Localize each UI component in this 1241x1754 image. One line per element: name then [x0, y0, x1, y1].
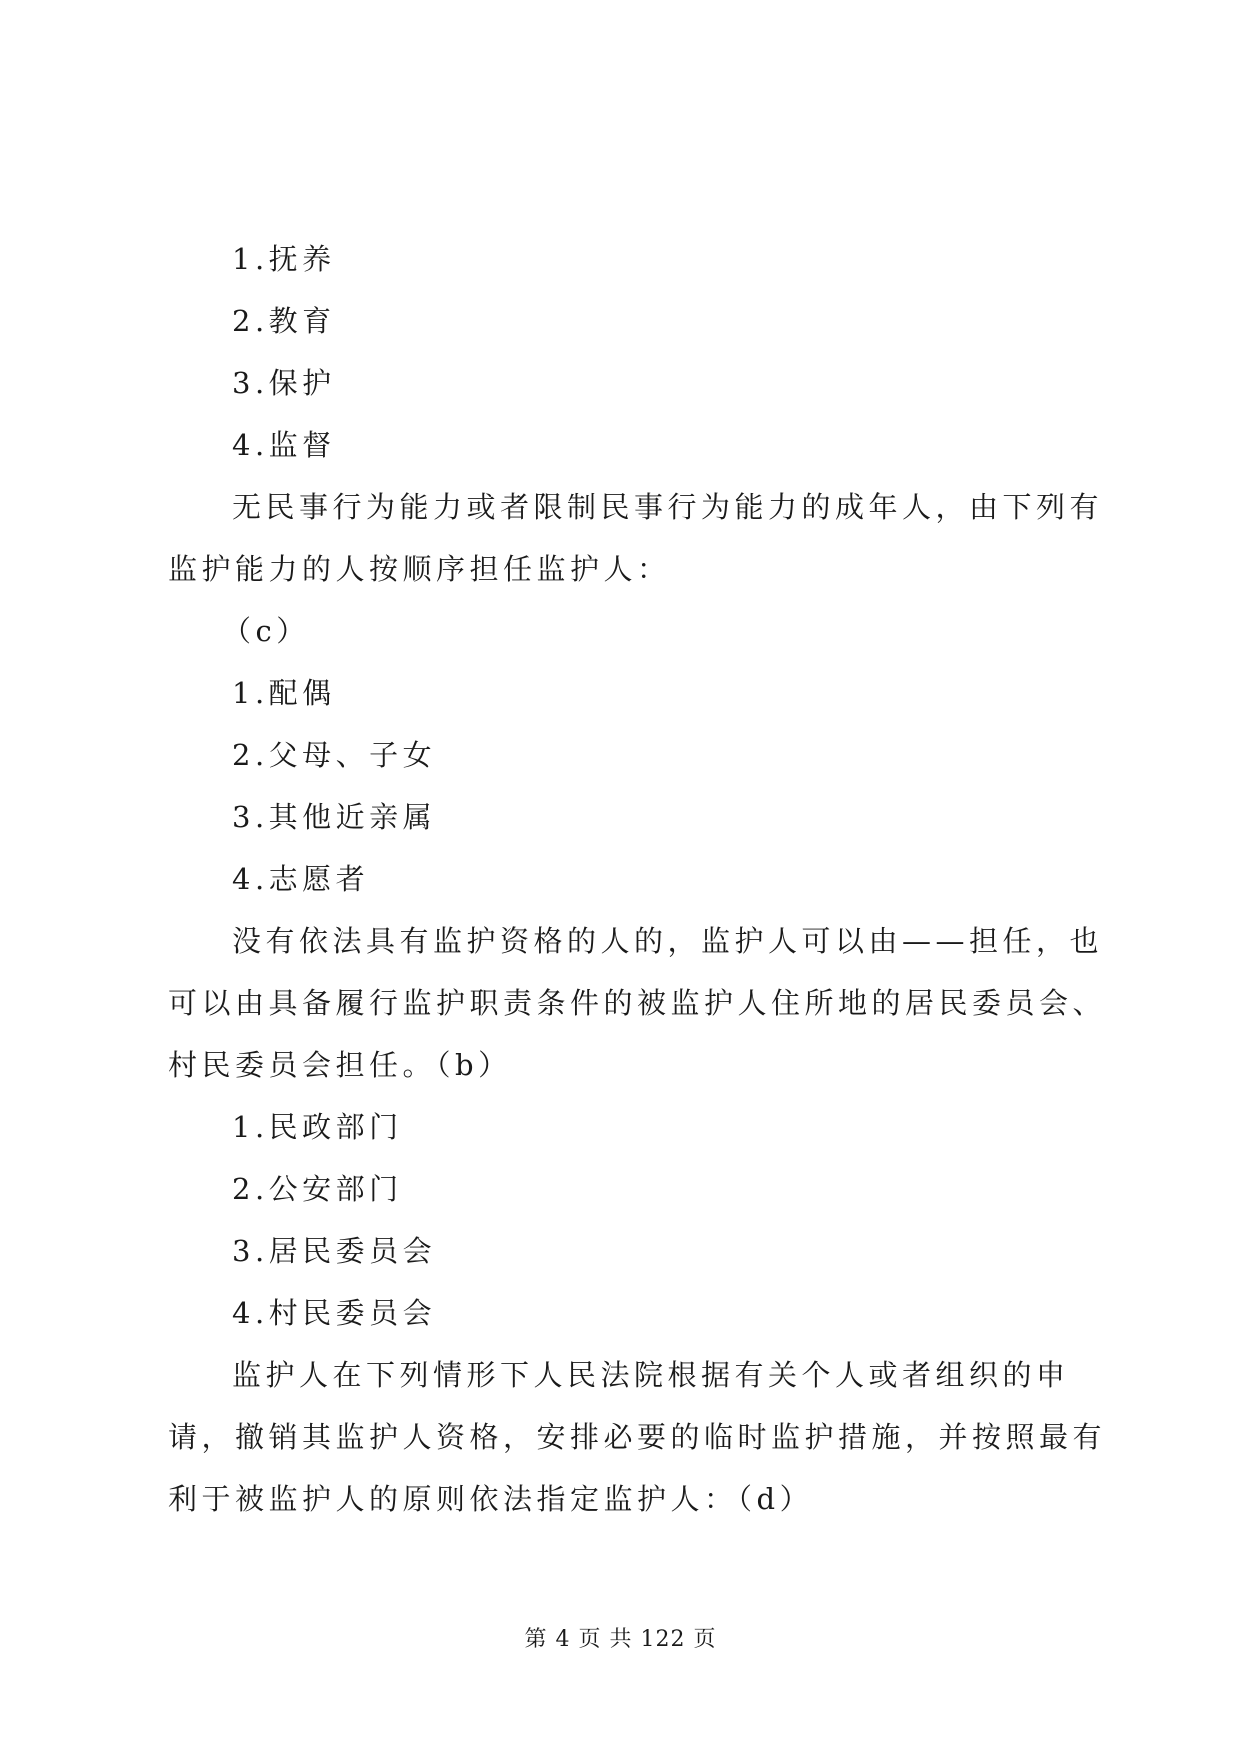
text-line: 利于被监护人的原则依法指定监护人：（d） [168, 1482, 814, 1516]
text-line: 请，撤销其监护人资格，安排必要的临时监护措施，并按照最有 [168, 1420, 1107, 1454]
text-line: 3.其他近亲属 [232, 800, 437, 834]
text-line: 3.保护 [232, 366, 336, 400]
text-line: 无民事行为能力或者限制民事行为能力的成年人，由下列有 [232, 490, 1104, 524]
text-line: 监护人在下列情形下人民法院根据有关个人或者组织的申 [232, 1358, 1070, 1392]
text-line: 监护能力的人按顺序担任监护人： [168, 552, 671, 586]
text-line: 1.民政部门 [232, 1110, 403, 1144]
text-line: 没有依法具有监护资格的人的，监护人可以由——担任，也 [232, 924, 1104, 958]
text-line: 4.志愿者 [232, 862, 370, 896]
text-line: 村民委员会担任。（b） [168, 1048, 512, 1082]
text-line: 4.村民委员会 [232, 1296, 437, 1330]
text-line: 3.居民委员会 [232, 1234, 437, 1268]
text-line: 2.教育 [232, 304, 336, 338]
text-line: 1.配偶 [232, 676, 336, 710]
page-footer: 第 4 页 共 122 页 [524, 1627, 717, 1652]
text-line: 可以由具备履行监护职责条件的被监护人住所地的居民委员会、 [168, 986, 1107, 1020]
text-line: 1.抚养 [232, 242, 336, 276]
text-line: 4.监督 [232, 428, 336, 462]
text-line: 2.父母、子女 [232, 738, 437, 772]
answer-marker: （c） [222, 614, 310, 648]
document-body [168, 228, 1107, 1530]
text-line: 2.公安部门 [232, 1172, 403, 1206]
